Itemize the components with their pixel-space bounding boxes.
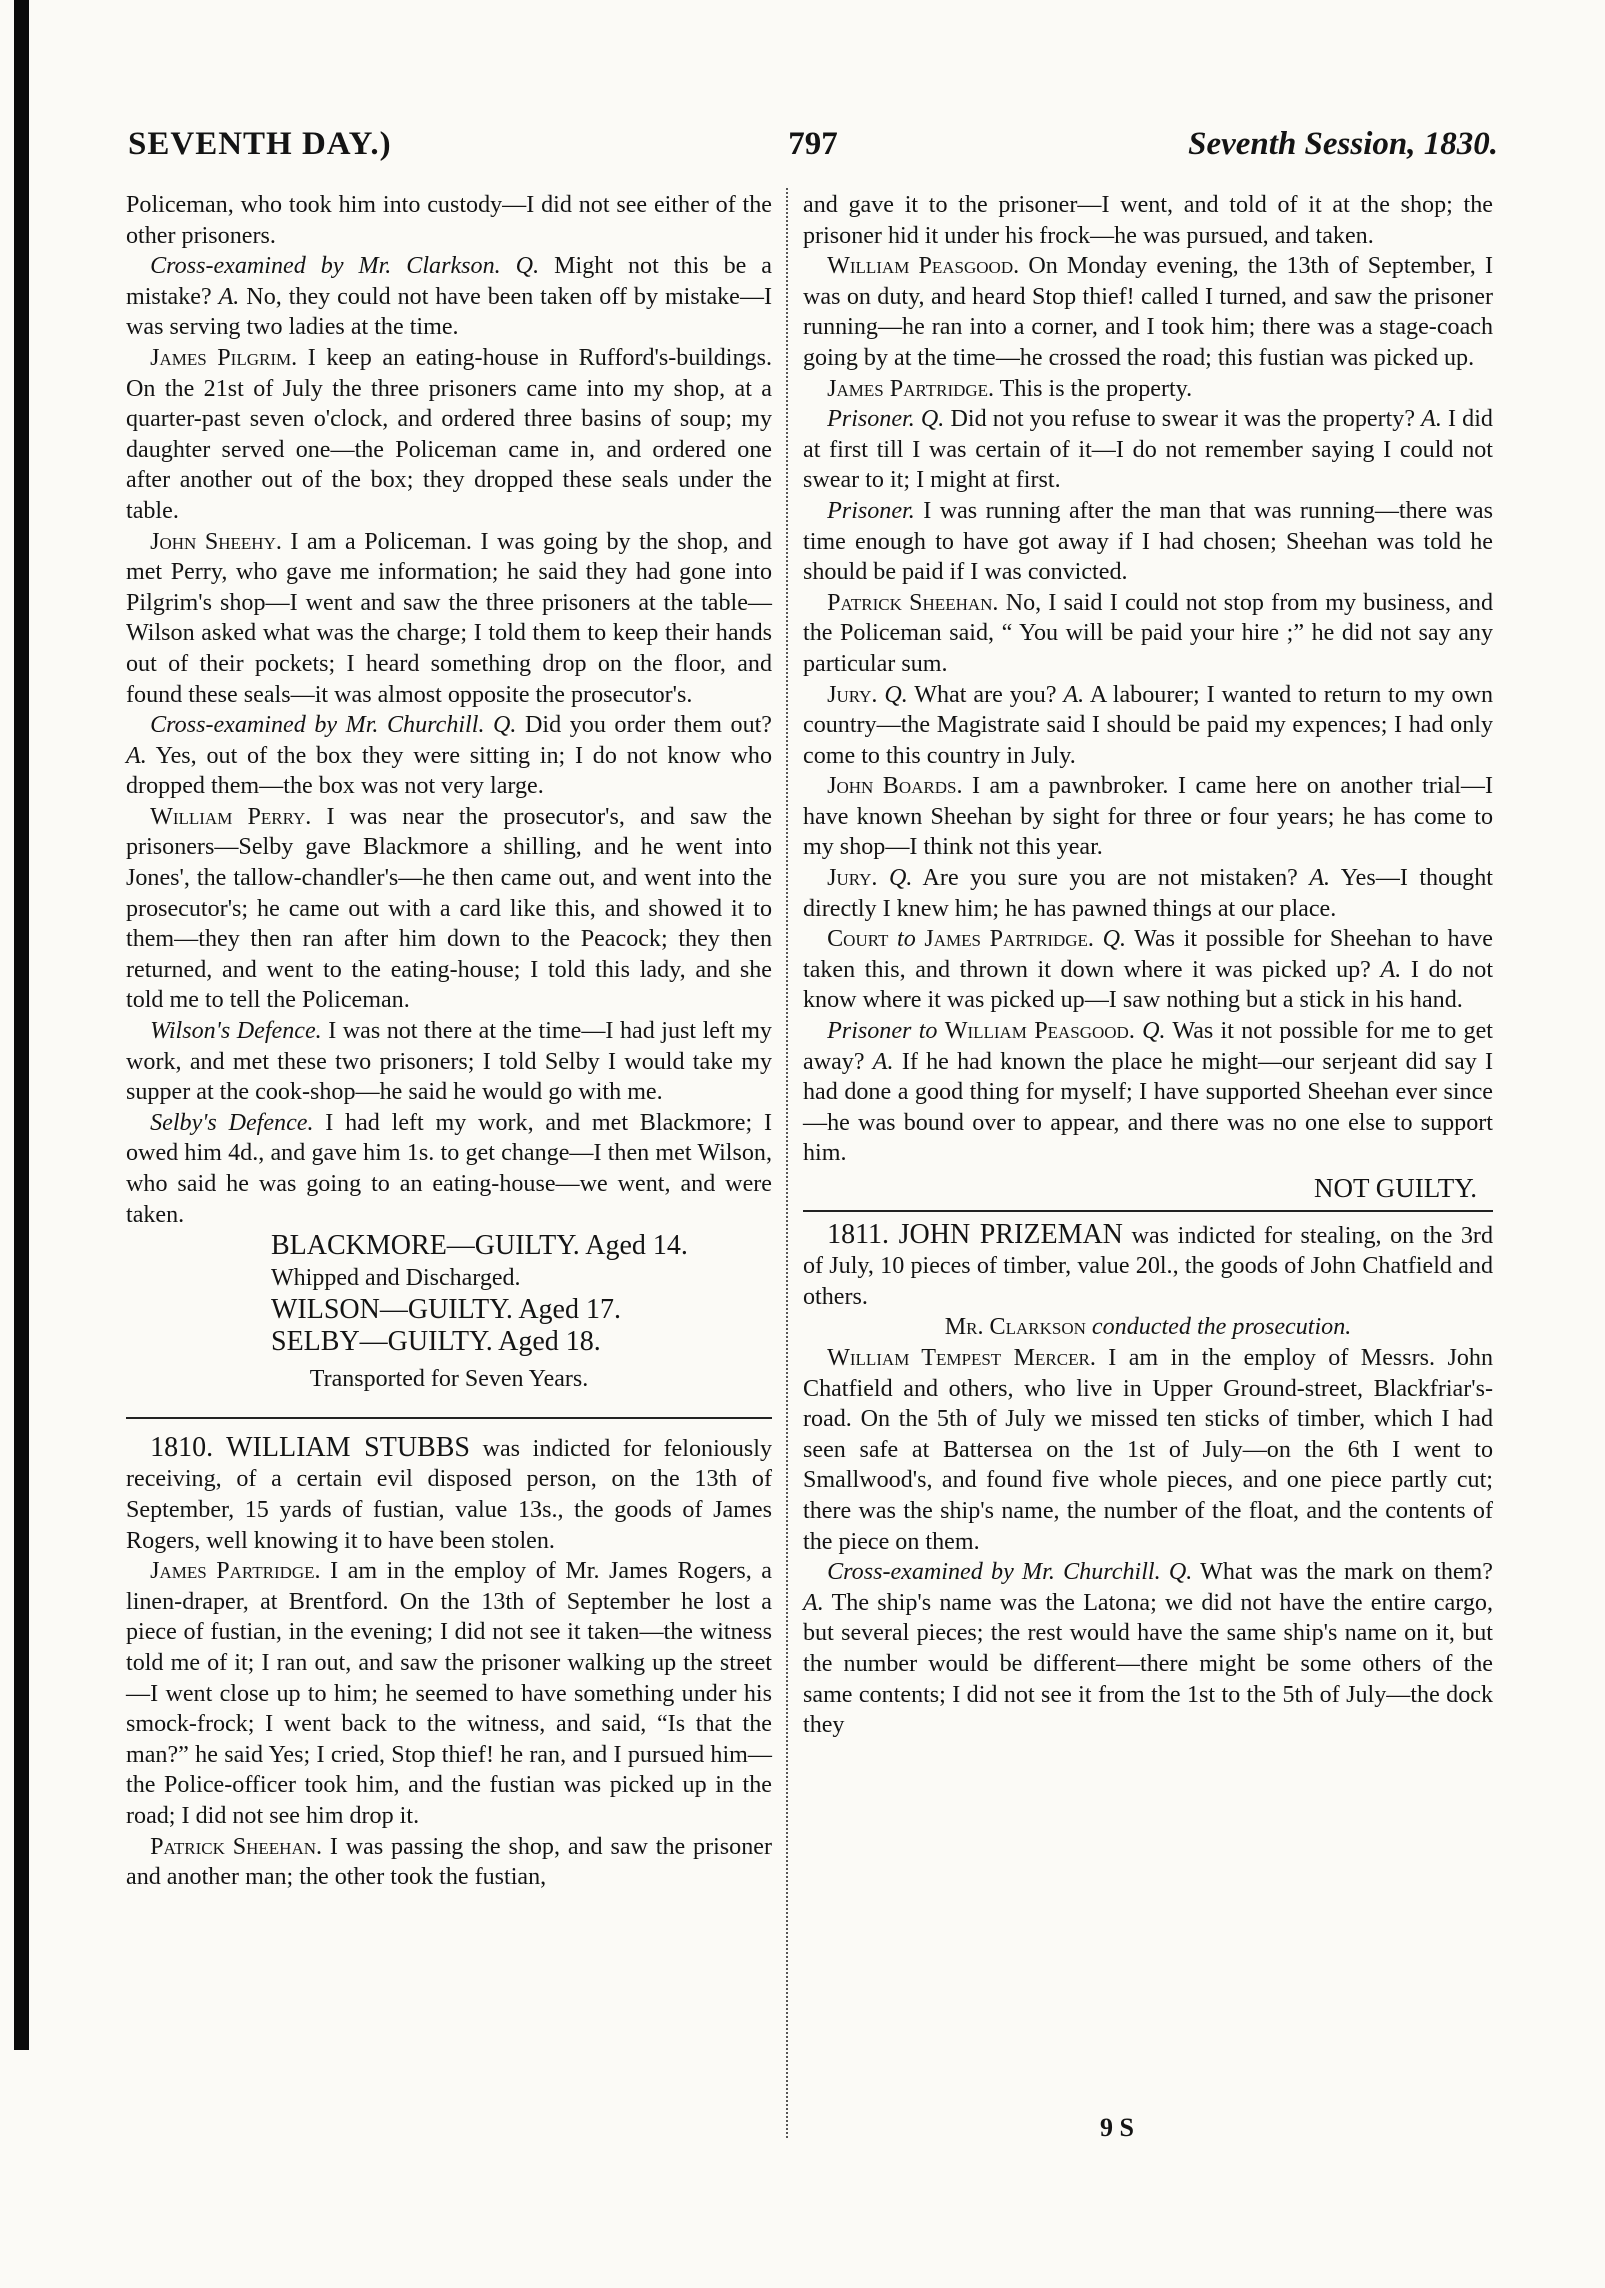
text: I was near the prosecutor's, and saw the prisoners—Selby gave Blackmore a shilling, and he went into Jones', the tallow-chandler's—he then came out, and went into the prosecutor's; he came out with a card like this, and showed it to them—they then ran after him down to the Peacock; they then returned, and went to the eating-house; I told this lady, and she told me to tell the Policeman. (126, 803, 772, 1014)
a-marker: A. (1309, 865, 1331, 892)
examiner-label: Cross-examined by Mr. Churchill. (827, 1559, 1161, 1586)
paragraph (126, 527, 772, 711)
left-column (126, 190, 772, 1893)
q-marker: Q. (920, 406, 945, 433)
a-marker: A. (803, 1589, 824, 1616)
paragraph (126, 251, 772, 343)
text: A labourer; I wanted to return to my own country—the Magistrate said I should be paid my expences; I had only come to this country in July. (803, 681, 1494, 769)
paragraph (803, 374, 1493, 405)
speaker-label: Court (827, 926, 889, 953)
witness-name: William Tempest Mercer. (827, 1344, 1096, 1371)
text: Did not you refuse to swear it was the property? (950, 406, 1416, 433)
witness-name: James Partridge. (827, 375, 995, 402)
text: Might not this be a mistake? (126, 253, 772, 310)
text: What was the mark on them? (1200, 1559, 1493, 1586)
paragraph (803, 588, 1493, 680)
header-day: SEVENTH DAY.) (128, 126, 392, 162)
paragraph (803, 251, 1493, 373)
paragraph (803, 1557, 1493, 1741)
witness-name: James Partridge. (150, 1558, 321, 1585)
paragraph (803, 496, 1493, 588)
witness-name: Patrick Sheehan. (827, 589, 999, 616)
q-marker: Q. (1168, 1559, 1193, 1586)
text: Was it not possible for me to get away? (803, 1018, 1493, 1075)
defence-label: Wilson's Defence. (150, 1018, 322, 1045)
case-separator (803, 1210, 1493, 1212)
verdict-line: BLACKMORE—GUILTY. Aged 14. (271, 1230, 688, 1262)
sentence-line: Transported for Seven Years. (309, 1366, 589, 1393)
text: I am in the employ of Mr. James Rogers, a linen-draper, at Brentford. On the 13th of September he lost a piece of fustian, in the evening; I did not see it taken—the witness told me of it; I ran out, and saw the prisoner walking up the street—I went close up to him; he seemed to have something under his smock-frock; I went back to the witness, and said, “Is that the man?” he said Yes; I cried, Stop thief! he ran, and I pursued him—the Police-officer took him, and the fustian was picked up in the road; I did not see him drop it. (126, 1558, 772, 1829)
text: What are you? (914, 681, 1057, 708)
speaker-label: to (897, 926, 916, 953)
text: Yes, out of the box they were sitting in; I do not know who dropped them—the box was not very large. (126, 742, 772, 800)
header-session: Seventh Session, 1830. (1188, 126, 1498, 162)
text: I am a pawnbroker. I came here on another trial—I have known Sheehan by sight for three or four years; he has come to my shop—I think not this year. (803, 773, 1494, 861)
verdict-line: NOT GUILTY. (1313, 1173, 1477, 1203)
witness-name: William Peasgood. (827, 253, 1020, 280)
a-marker: A. (1380, 956, 1402, 983)
paragraph (803, 190, 1493, 251)
examiner-label: Cross-examined by Mr. Churchill. (150, 712, 485, 739)
text: Are you sure you are not mistaken? (922, 865, 1298, 892)
text: I was not there at the time—I had just left my work, and met these two prisoners; I told Selby I would take my supper at the cook-shop—he said he would go with me. (126, 1018, 772, 1106)
text: I was passing the shop, and saw the prisoner and another man; the other took the fustian, (126, 1833, 772, 1891)
speaker-label: James Partridge. (924, 926, 1094, 953)
text: was indicted for feloniously receiving, of a certain evil disposed person, on the 13th of September, 15 yards of fustian, value 13s., the goods of James Rogers, well knowing it to have been stolen. (126, 1435, 772, 1554)
paragraph (803, 771, 1493, 863)
paragraph (803, 1343, 1493, 1557)
speaker-label: William Peasgood. (944, 1018, 1135, 1045)
paragraph (803, 924, 1493, 1016)
defence-label: Selby's Defence. (150, 1109, 314, 1136)
q-marker: Q. (884, 681, 908, 708)
q-marker: Q. (1142, 1018, 1166, 1045)
witness-name: John Boards. (827, 773, 963, 800)
paragraph (126, 802, 772, 1016)
case-heading (126, 1433, 772, 1556)
paragraph (803, 1016, 1493, 1169)
case-title: 1810. WILLIAM STUBBS (150, 1431, 470, 1463)
text: I was running after the man that was running—there was time enough to have got away if I had chosen; Sheehan was told he should be paid if I was convicted. (803, 497, 1493, 586)
verdict-line: WILSON—GUILTY. Aged 17. (271, 1294, 621, 1326)
paragraph (126, 1832, 772, 1893)
speaker-label: Jury. (827, 865, 878, 892)
q-marker: Q. (1102, 926, 1126, 953)
text: Did you order them out? (525, 712, 773, 739)
q-marker: Q. (493, 712, 517, 739)
speaker-label: Prisoner. (827, 406, 915, 433)
text: I am a Policeman. I was going by the shop, and met Perry, who gave me information; he said they had gone into Pilgrim's shop—I went and saw the three prisoners at the table—Wilson asked what was the charge; I told them to keep their hands out of their pockets; I heard something drop on the floor, and found these seals—it was almost opposite the prosecutor's. (126, 528, 772, 708)
text: I had left my work, and met Blackmore; I owed him 4d., and gave him 1s. to get change—I then met Wilson, who said he was going to an eating-house—we went, and were taken. (126, 1109, 772, 1228)
conducted-line (803, 1312, 1493, 1343)
sentence-line: Whipped and Discharged. (271, 1265, 521, 1292)
witness-name: William Perry. (150, 803, 312, 830)
paragraph (126, 190, 772, 251)
witness-name: Patrick Sheehan. (150, 1833, 323, 1860)
case-heading (803, 1220, 1493, 1313)
paragraph (803, 404, 1493, 496)
text: I did at first till I was certain of it—I do not remember saying I could not swear to it; I might at first. (803, 406, 1493, 494)
witness-name: James Pilgrim. (150, 344, 298, 371)
text: If he had known the place he might—our serjeant did say I had done a good thing for myself; I have supported Sheehan ever since—he was bound over to appear, and there was no one else to support him. (803, 1048, 1494, 1167)
binding-edge (14, 0, 29, 2050)
a-marker: A. (872, 1048, 894, 1075)
a-marker: A. (218, 283, 240, 310)
verdict-line: SELBY—GUILTY. Aged 18. (271, 1326, 601, 1358)
case-separator (126, 1417, 772, 1419)
right-column (803, 190, 1493, 1741)
paragraph (803, 863, 1493, 924)
text: I am in the employ of Messrs. John Chatfield and others, who live in Upper Ground-street, Blackfriar's-road. On the 5th of July we missed ten sticks of timber, which I had seen safe at Battersea on the 1st of July—on the 6th I went to Smallwood's, and found five whole pieces, and one piece partly cut; there was the ship's name, the number of the float, and the contents of the piece on them. (803, 1344, 1493, 1555)
text: Was it possible for Sheehan to have taken this, and thrown it down where it was picked up? (803, 926, 1493, 983)
witness-name: John Sheehy. (150, 528, 282, 555)
paragraph (126, 1556, 772, 1831)
case-title: 1811. JOHN PRIZEMAN (827, 1218, 1123, 1250)
text: I do not know where it was picked up—I saw nothing but a stick in his hand. (803, 956, 1494, 1014)
text: and gave it to the prisoner—I went, and told of it at the shop; the prisoner hid it under his frock—he was pursued, and taken. (803, 192, 1493, 249)
text: was indicted for stealing, on the 3rd of July, 10 pieces of timber, value 20l., the goods of John Chatfield and others. (803, 1222, 1494, 1310)
speaker-label: Prisoner to (827, 1018, 938, 1045)
q-marker: Q. (515, 253, 540, 280)
page-number: 797 (788, 126, 838, 162)
q-marker: Q. (888, 865, 913, 892)
a-marker: A. (1421, 406, 1442, 433)
column-divider (786, 188, 790, 2138)
paragraph (126, 1108, 772, 1230)
examiner-label: Cross-examined by Mr. Clarkson. (150, 253, 501, 280)
page-header (128, 126, 1498, 172)
text: conducted the prosecution. (1091, 1314, 1352, 1341)
paragraph (126, 1016, 772, 1108)
signature-mark: 9 S (1100, 2113, 1134, 2142)
text: Yes—I thought directly I knew him; he has pawned things at our place. (803, 865, 1493, 922)
verdict-block (271, 1230, 772, 1358)
text: The ship's name was the Latona; we did not have the entire cargo, but several pieces; the rest would have the same ship's name on it, but the number would be different—there might be some others of the same contents; I did not see it from the 1st to the 5th of July—the dock they (803, 1589, 1493, 1739)
paragraph (803, 680, 1493, 772)
speaker-label: Prisoner. (827, 497, 915, 524)
speaker-label: Jury. (827, 681, 878, 708)
text: This is the property. (999, 375, 1193, 402)
text: I keep an eating-house in Rufford's-buildings. On the 21st of July the three prisoners came into my shop, at a quarter-past seven o'clock, and ordered three basins of soup; my daughter served one—the Policeman came in, and ordered one after another out of the box; they dropped these seals under the table. (126, 344, 772, 524)
text: No, they could not have been taken off by mistake—I was serving two ladies at the time. (126, 283, 772, 341)
paragraph (126, 710, 772, 802)
counsel-name: Mr. Clarkson (944, 1314, 1086, 1341)
text: No, I said I could not stop from my business, and the Policeman said, “ You will be paid your hire ;” he did not say any particular sum. (803, 589, 1493, 677)
text: On Monday evening, the 13th of September, I was on duty, and heard Stop thief! called I turned, and saw the prisoner running—he ran into a corner, and I took him; there was a stage-coach going by at the time—he crossed the road; this fustian was picked up. (803, 253, 1493, 371)
a-marker: A. (126, 742, 147, 769)
text: Policeman, who took him into custody—I did not see either of the other prisoners. (126, 192, 772, 249)
paragraph (126, 343, 772, 527)
a-marker: A. (1063, 681, 1085, 708)
